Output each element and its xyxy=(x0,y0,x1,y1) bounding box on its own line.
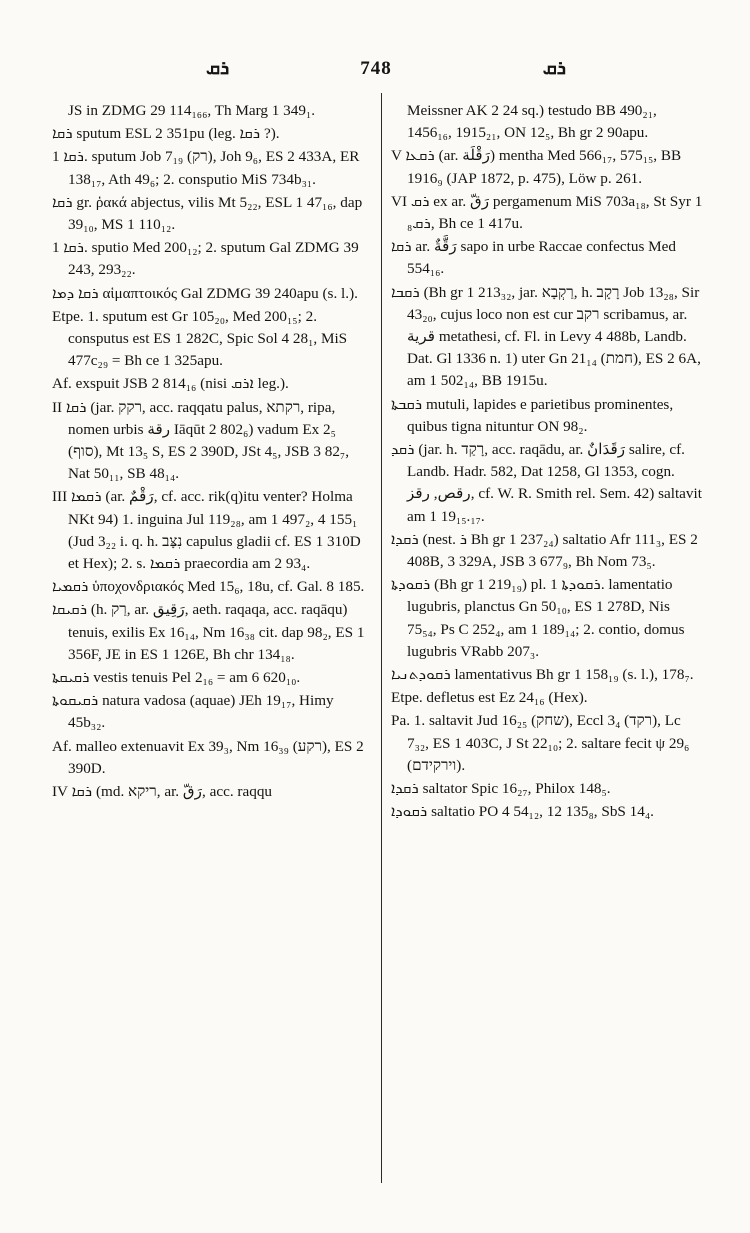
page-header xyxy=(56,58,696,86)
entry-paragraph: Meissner AK 2 24 sq.) testudo BB 490₂₁, 1456₁₆, 1915₂₁, ON 12₅, Bh gr 2 90apu. xyxy=(407,102,657,142)
entry-paragraph: ܪܩܒܬܐ mutuli, lapides e parietibus prominentes, quibus tigna nituntur ON 98₂. xyxy=(391,395,674,435)
entry-paragraph: ܪܩܐ ar. رَقَّةٌ sapo in urbe Raccae confectus Med 554₁₆. xyxy=(391,238,677,278)
entry-paragraph: ܪܩܕܐ (nest. ܪ Bh gr 1 237₂₄) saltatio Afr 111₃, ES 2 408B, 3 329A, JSB 3 677₉, Bh Nom 73₅. xyxy=(391,530,698,571)
entry-paragraph: JS in ZDMG 29 114₁₆₆, Th Marg 1 349₁. xyxy=(68,102,316,119)
left-column xyxy=(52,100,370,804)
column-divider xyxy=(381,93,382,1183)
header-right-headword: ܪܩ xyxy=(542,58,566,79)
entry-paragraph: Etpe. 1. sputum est Gr 105₂₀, Med 200₁₅; 2. consputus est ES 1 282C, Spic Sol 4 28₁, MiS 477c₂₉ = Bh ce 1 325apu. xyxy=(52,307,348,370)
entry-paragraph: ܪܩܐ gr. ῥακά abjectus, vilis Mt 5₂₂, ESL 1 47₁₆, dap 39₁₀, MS 1 110₁₂. xyxy=(52,193,363,234)
entry-paragraph: ܪܩܝܩܐ (h. רַק, ar. رَقِيق, aeth. raqaqa, acc. raqāqu) tenuis, exilis Ex 16₁₄, Nm 16₃₈ cit. dap 98₂, ES 1 356F, JE in ES 1 126E, Bh chr 134₁₈. xyxy=(52,601,365,663)
entry-paragraph: ܪܩܐ ܕܡܐ αἱμαπτοικός Gal ZDMG 39 240apu (s. l.). xyxy=(52,284,358,302)
entry-paragraph: ܪܩܐ 1. sputio Med 200₁₂; 2. sputum Gal ZDMG 39 243, 293₂₂. xyxy=(52,239,359,279)
header-left-headword: ܪܩ xyxy=(206,58,230,79)
entry-paragraph: Etpe. defletus est Ez 24₁₆ (Hex). xyxy=(391,689,588,707)
right-column xyxy=(391,100,703,825)
entry-paragraph: Af. exspuit JSB 2 814₁₆ (nisi ܐܪܩ leg.). xyxy=(52,375,289,393)
entry-paragraph: ܪܩܝܩܬܐ vestis tenuis Pel 2₁₆ = am 6 620₁₀. xyxy=(52,669,301,687)
entry-paragraph: III ܪܩܡܐ (ar. رَقْمٌ, cf. acc. rik(q)itu venter? Holma NKt 94) 1. inguina Jul 119₂₈, am 1 497₂, 4 155₁ (Jud 3₂₂ i. q. h. נִצָּב capulus gladii cf. ES 1 310D et Hex); 2. s. ܪܩܡܐ praecordia am 2 93₄. xyxy=(52,488,361,573)
entry-paragraph: ܪܩܡܝܐ ὑποχονδριακός Med 15₆, 18u, cf. Gal. 8 185. xyxy=(52,578,365,596)
entry-paragraph: II ܪܩܐ (jar. רקק, acc. raqqatu palus, רקתא, ripa, nomen urbis رقة Iāqūt 2 802₆) vadum Ex 2₅ (סוף), Mt 13₅ S, ES 2 390D, JSt 4₅, JSB 3 82₇, Nat 50₁₁, SB 48₁₄. xyxy=(52,398,350,483)
entry-paragraph: ܪܩܕ (jar. h. רָקַד, acc. raqādu, ar. رَقَدَانٌ salire, cf. Landb. Hadr. 582, Dat 1258, Gl 1353, cogn. رقص, رقز, cf. W. R. Smith rel. Sem. 42) saltavit am 1 19₁₅.₁₇. xyxy=(391,441,702,525)
entry-paragraph: Af. malleo extenuavit Ex 39₃, Nm 16₃₉ (רקע), ES 2 390D. xyxy=(52,737,364,777)
entry-paragraph: VI ܪܩ ex ar. رَقّ pergamenum MiS 703a₁₈, St Syr 1 ܪܩ₈, Bh ce 1 417u. xyxy=(391,192,703,233)
entry-paragraph: ܪܩܘܕܐ saltatio PO 4 54₁₂, 12 135₈, SbS 14₄. xyxy=(391,803,654,821)
entry-paragraph: IV ܪܩܐ (md. ריקא, ar. رَقّ, acc. raqqu xyxy=(52,783,273,801)
entry-paragraph: ܪܩܝܩܘܬܐ natura vadosa (aquae) JEh 19₁₇, Himy 45b₃₂. xyxy=(52,692,334,732)
entry-paragraph: ܪܩܘܕܬܢܝܐ lamentativus Bh gr 1 158₁₉ (s. l.), 178₇. xyxy=(391,666,694,684)
entry-paragraph: ܪܩܒܐ (Bh gr 1 213₃₂, jar. רַקְבָא, h. רָקָב Job 13₂₈, Sir 43₂₀, cujus loco non est cur רקב scribamus, ar. قرية metathesi, cf. Fl. in Levy 4 488b, Landb. Dat. Gl 1336 n. 1) uter Gn 21₁₄ (חמת), ES 2 6A, am 1 502₁₄, BB 1915u. xyxy=(391,283,701,390)
entry-paragraph: ܪܩܘܕܬܐ (Bh gr 1 219₁₉) pl. ܪܩܘܕܬܐ 1. lamentatio lugubris, planctus Gn 50₁₀, ES 1 278D, Nis 75₅₄, Ps C 252₄, am 1 189₁₄; 2. contio, domus lugubris VRabb 207₃. xyxy=(391,576,685,660)
entry-paragraph: ܪܩܕܐ saltator Spic 16₂₇, Philox 148₅. xyxy=(391,780,611,798)
entry-paragraph: V ܪܩܥܐ (ar. رَقْلَة) mentha Med 566₁₇, 575₁₅, BB 1916₉ (JAP 1872, p. 475), Löw p. 261. xyxy=(391,147,682,187)
page-number: 748 xyxy=(360,58,392,79)
entry-paragraph: Pa. 1. saltavit Jud 16₂₅ (שחק), Eccl 3₄ (רקד), Lc 7₃₂, ES 1 403C, J St 22₁₀; 2. saltare fecit ψ 29₆ (וירקידם). xyxy=(391,712,690,774)
entry-paragraph: ܪܩܐ sputum ESL 2 351pu (leg. ܪܩܐ ?). xyxy=(52,125,280,143)
entry-paragraph: ܪܩܐ 1. sputum Job 7₁₉ (רק), Joh 9₆, ES 2 433A, ER 138₁₇, Ath 49₆; 2. consputio MiS 734b₃₁. xyxy=(52,148,360,188)
